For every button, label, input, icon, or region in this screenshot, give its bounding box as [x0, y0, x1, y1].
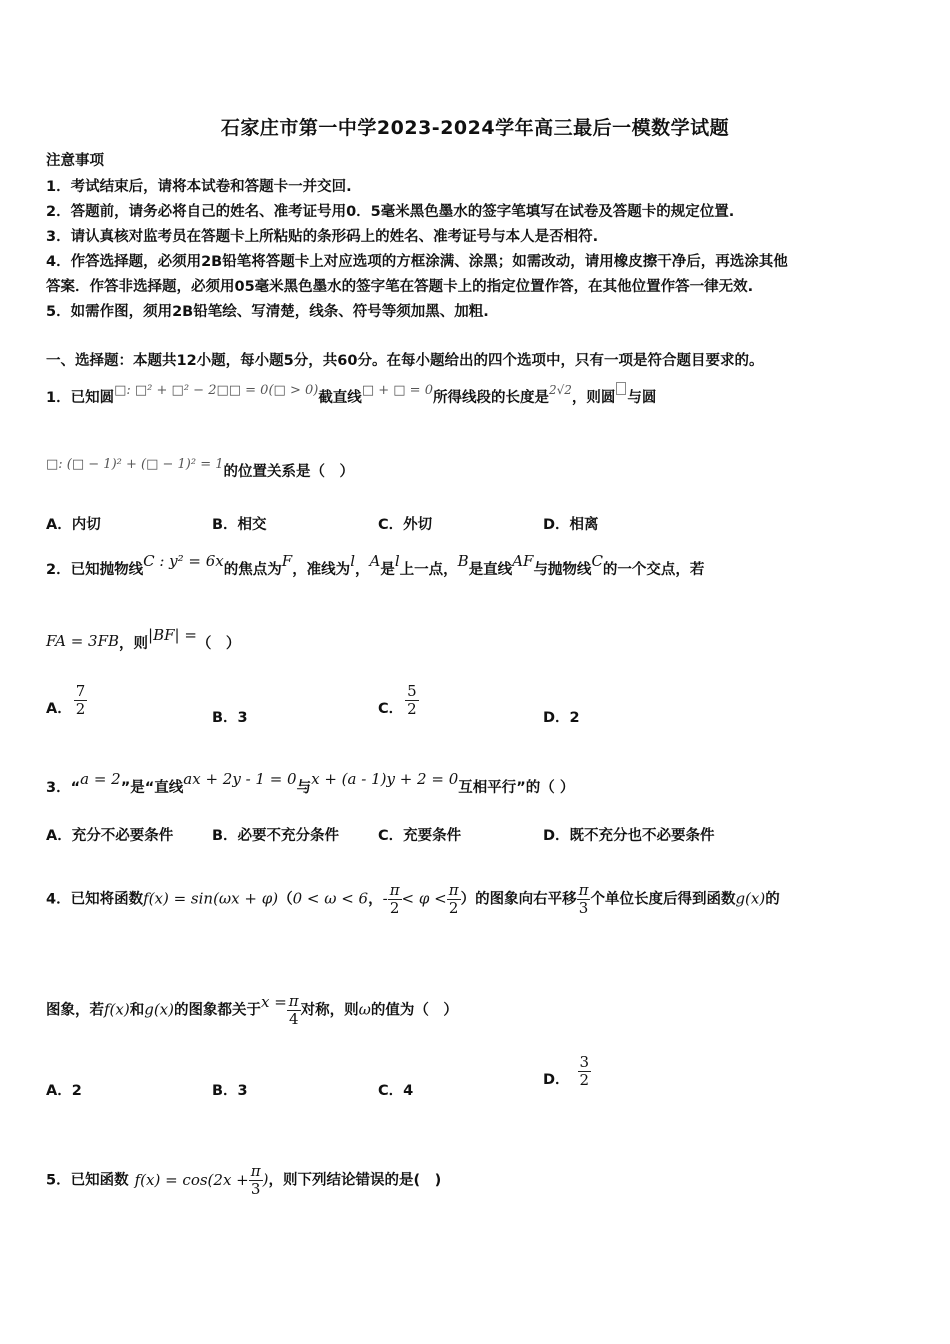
numerator: 5 [407, 682, 417, 700]
q2-var: l [394, 552, 400, 570]
question-1 [46, 383, 657, 408]
q4-gx: g(x) [144, 1000, 174, 1019]
q5-function: ) [262, 1170, 269, 1189]
q1-option-c: C．外切 [378, 517, 433, 533]
q2-text: （ ） [196, 636, 241, 652]
q3-prefix: 3． [46, 780, 71, 796]
q3-text: “ [70, 780, 81, 796]
q1-length: 2√2 [548, 383, 572, 397]
note-item: 3．请认真核对监考员在答题卡上所粘贴的条形码上的姓名、准考证号与本人是否相符. [46, 229, 599, 245]
q2-var: AF [512, 552, 534, 570]
question-4 [46, 882, 780, 917]
q1-circle-eq: □: □² + □² − 2□□ = 0(□ > 0) [114, 383, 319, 398]
q4-text: - [382, 889, 388, 908]
q1-option-a: A．内切 [46, 517, 101, 533]
option-label: A． [46, 700, 72, 717]
numerator: π [448, 881, 459, 899]
q5-prefix: 5．已知函数 [46, 1172, 129, 1189]
q3-text: 与 [296, 780, 312, 796]
q3-option-a: A．充分不必要条件 [46, 828, 174, 844]
q5-tail: ，则下列结论错误的是( ) [268, 1172, 442, 1189]
section-heading: 一、选择题：本题共12小题，每小题5分，共60分。在每小题给出的四个选项中，只有一项是符合题目要求的。 [46, 353, 764, 369]
q5-function: f(x) = cos(2x + [134, 1170, 249, 1189]
q3-option-b: B．必要不充分条件 [212, 828, 340, 844]
denominator: 4 [287, 1010, 301, 1028]
q2-text: ， [355, 562, 370, 578]
fraction [447, 882, 461, 917]
question-2 [46, 552, 705, 579]
placeholder-glyph-icon [616, 382, 626, 395]
q4-text: 对称，则 [300, 1002, 359, 1019]
note-item: 答案．作答非选择题，必须用05毫米黑色墨水的签字笔在答题卡上的指定位置作答，在其他位置作答一律无效. [46, 279, 754, 295]
question-5 [46, 1163, 441, 1198]
note-item: 5．如需作图，须用2B铅笔绘、写清楚，线条、符号等须加黑、加粗. [46, 304, 489, 320]
q2-option-b: B．3 [212, 710, 248, 726]
numerator: π [250, 1162, 261, 1180]
q4-function: f(x) = sin(ωx + φ) [143, 889, 279, 908]
fraction [388, 882, 402, 917]
q4-text: ）的图象向右平移 [460, 891, 577, 908]
q2-text: ，准线为 [292, 562, 351, 578]
numerator: π [389, 881, 400, 899]
q3-condition: a = 2 [80, 770, 121, 788]
q4-option-b: B．3 [212, 1083, 248, 1099]
question-1-cont [46, 457, 355, 482]
denominator: 2 [407, 700, 417, 718]
q4-text: 和 [129, 1002, 145, 1019]
option-label: D． [543, 1071, 570, 1088]
option-label: C． [378, 700, 404, 717]
q1-text: 截直线 [318, 390, 362, 406]
numerator: 7 [75, 682, 86, 700]
q4-fx: f(x) [104, 1000, 130, 1019]
q3-text: ”是“直线 [120, 780, 184, 796]
q2-bf: |BF| = [148, 626, 197, 644]
q2-text: 是 [380, 562, 395, 578]
question-2-cont [46, 626, 241, 653]
q2-var: C [591, 552, 603, 570]
fraction [249, 1163, 263, 1198]
q2-text: 的焦点为 [223, 562, 282, 578]
q2-vector-eq: FA = 3FB [46, 632, 120, 650]
q4-omega: ω [358, 1000, 371, 1019]
denominator: 3 [249, 1180, 263, 1198]
q2-var: F [281, 552, 293, 570]
q2-parabola: C : y² = 6x [143, 552, 224, 570]
denominator: 2 [579, 1071, 590, 1089]
denominator: 2 [447, 899, 461, 917]
q2-text: 与抛物线 [533, 562, 592, 578]
numerator: π [578, 881, 589, 899]
denominator: 2 [388, 899, 402, 917]
q1-option-d: D．相离 [543, 517, 599, 533]
q3-option-d: D．既不充分也不必要条件 [543, 828, 715, 844]
notes-heading: 注意事项 [46, 153, 104, 169]
denominator: 2 [75, 700, 86, 718]
q4-text: 的 [765, 891, 780, 908]
q1-text: 与圆 [627, 390, 657, 406]
q4-option-d [543, 1054, 591, 1089]
note-item: 4．作答选择题，必须用2B铅笔将答题卡上对应选项的方框涂满、涂黑；如需改动，请用橡皮擦干净后，再选涂其他 [46, 254, 788, 270]
numerator: 3 [579, 1053, 590, 1071]
question-4-cont [46, 993, 458, 1028]
q4-option-c: C．4 [378, 1083, 414, 1099]
q1-line-eq: □ + □ = 0 [361, 383, 433, 398]
note-item: 1．考试结束后，请将本试卷和答题卡一并交回. [46, 179, 352, 195]
q4-cond1: 0 < ω < 6 [292, 889, 369, 908]
q2-text: 是直线 [468, 562, 513, 578]
q4-text: ， [368, 891, 383, 908]
q2-option-c [378, 683, 419, 718]
fraction [405, 683, 419, 718]
page-title: 石家庄市第一中学2023-2024学年高三最后一模数学试题 [220, 117, 730, 139]
q1-text: ，则圆 [571, 390, 616, 406]
fraction [287, 993, 301, 1028]
q2-prefix: 2．已知抛物线 [46, 562, 144, 578]
q4-text: 的图象都关于 [173, 1002, 261, 1019]
q2-var: B [457, 552, 469, 570]
q3-line1: ax + 2y - 1 = 0 [183, 770, 297, 788]
q4-text: （ [278, 891, 293, 908]
q4-option-a: A．2 [46, 1083, 82, 1099]
q1-tail: 的位置关系是（ ） [223, 464, 355, 480]
q4-text: x = [260, 992, 287, 1011]
q2-text: 的一个交点，若 [602, 562, 705, 578]
q3-option-c: C．充要条件 [378, 828, 462, 844]
q1-option-b: B．相交 [212, 517, 267, 533]
q4-text: < φ < [401, 889, 447, 908]
q4-gx: g(x) [735, 889, 766, 908]
note-item: 2．答题前，请务必将自己的姓名、准考证号用0．5毫米黑色墨水的签字笔填写在试卷及答题卡的规定位置. [46, 204, 735, 220]
question-3 [46, 770, 575, 797]
q2-var: A [369, 552, 381, 570]
q2-option-d: D．2 [543, 710, 580, 726]
q1-prefix: 1．已知圆 [46, 390, 115, 406]
q1-circle2-eq: □: (□ − 1)² + (□ − 1)² = 1 [46, 457, 224, 472]
q2-option-a [46, 683, 87, 718]
q1-text: 所得线段的长度是 [432, 390, 549, 406]
q4-text: 个单位长度后得到函数 [590, 891, 736, 908]
denominator: 3 [577, 899, 591, 917]
fraction [74, 683, 88, 718]
fraction [577, 882, 591, 917]
q2-text: 上一点， [399, 562, 458, 578]
q4-text: 的值为（ ） [370, 1002, 458, 1019]
q3-tail: 互相平行”的（ ） [458, 780, 575, 796]
q2-text: ，则 [119, 636, 149, 652]
q4-text: 图象，若 [46, 1002, 104, 1019]
fraction [578, 1054, 592, 1089]
q4-prefix: 4．已知将函数 [46, 891, 144, 908]
q3-line2: x + (a - 1)y + 2 = 0 [311, 770, 459, 788]
q2-var: l [350, 552, 355, 570]
numerator: π [288, 992, 299, 1010]
